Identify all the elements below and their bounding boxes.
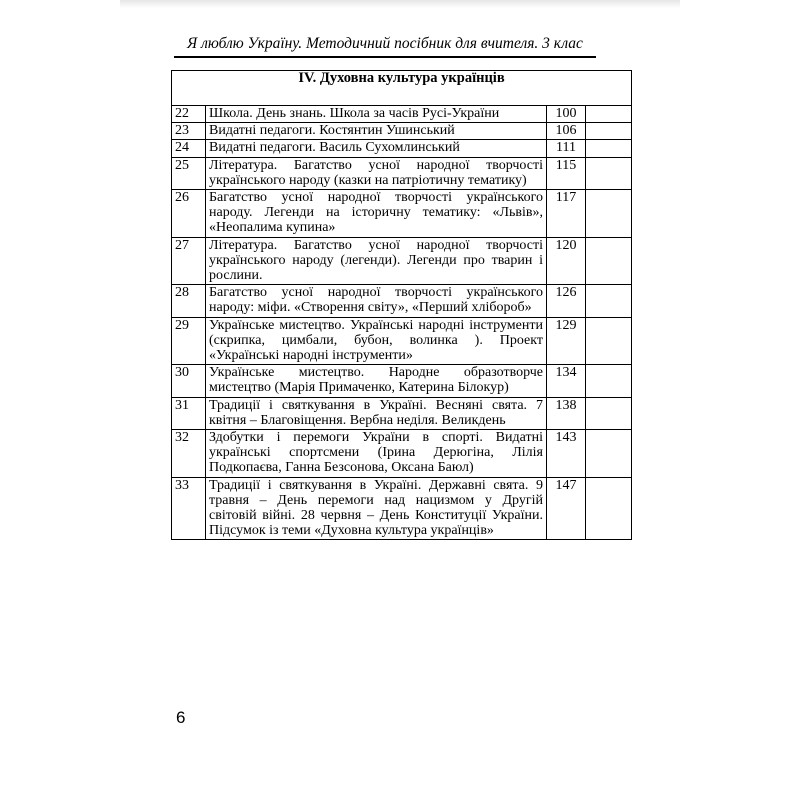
table-row — [172, 106, 632, 123]
notes-cell — [586, 140, 632, 157]
table-row — [172, 237, 632, 285]
notes-cell — [586, 190, 632, 238]
lesson-topic: Українське мистецтво. Народне образотворче мистецтво (Марія Примаченко, Катерина Білокур) — [206, 365, 547, 397]
lesson-topic: Видатні педагоги. Костянтин Ушинський — [206, 123, 547, 140]
lesson-number: 29 — [172, 317, 206, 365]
header-rule — [174, 56, 596, 58]
page-number: 6 — [176, 708, 186, 727]
notes-cell — [586, 123, 632, 140]
notes-cell — [586, 237, 632, 285]
table-row — [172, 477, 632, 540]
lesson-number: 33 — [172, 477, 206, 540]
notes-cell — [586, 157, 632, 189]
lesson-topic: Школа. День знань. Школа за часів Русі-України — [206, 106, 547, 123]
contents-table — [171, 70, 632, 540]
table-row — [172, 365, 632, 397]
lesson-topic: Видатні педагоги. Василь Сухомлинський — [206, 140, 547, 157]
lesson-number: 24 — [172, 140, 206, 157]
lesson-topic: Здобутки і перемоги України в спорті. Видатні українські спортсмени (Ірина Дерюгіна, Лілія Подкопаєва, Ганна Безсонова, Оксана Баюл) — [206, 430, 547, 478]
lesson-number: 25 — [172, 157, 206, 189]
section-title: IV. Духовна культура українців — [172, 71, 632, 106]
lesson-number: 30 — [172, 365, 206, 397]
lesson-topic: Українське мистецтво. Українські народні інструменти (скрипка, цимбали, бубон, волинка ). Проект «Українські народні інструменти» — [206, 317, 547, 365]
lesson-number: 23 — [172, 123, 206, 140]
notes-cell — [586, 365, 632, 397]
lesson-topic: Багатство усної народної творчості українського народу. Легенди на історичну тематику: «Львів», «Неопалима купина» — [206, 190, 547, 238]
lesson-page: 115 — [547, 157, 586, 189]
lesson-page: 147 — [547, 477, 586, 540]
lesson-topic: Література. Багатство усної народної творчості українського народу (казки на патріотичну тематику) — [206, 157, 547, 189]
notes-cell — [586, 285, 632, 317]
lesson-page: 100 — [547, 106, 586, 123]
notes-cell — [586, 317, 632, 365]
lesson-number: 28 — [172, 285, 206, 317]
running-head: Я люблю Україну. Методичний посібник для вчителя. 3 клас — [187, 35, 583, 52]
lesson-number: 26 — [172, 190, 206, 238]
table-row — [172, 430, 632, 478]
lesson-page: 106 — [547, 123, 586, 140]
lesson-page: 129 — [547, 317, 586, 365]
notes-cell — [586, 477, 632, 540]
lesson-number: 22 — [172, 106, 206, 123]
lesson-page: 138 — [547, 397, 586, 429]
lesson-topic: Література. Багатство усної народної творчості українського народу (легенди). Легенди про тварин і рослини. — [206, 237, 547, 285]
table-row — [172, 317, 632, 365]
lesson-page: 120 — [547, 237, 586, 285]
lesson-topic: Традиції і святкування в Україні. Весняні свята. 7 квітня – Благовіщення. Вербна неділя. Великдень — [206, 397, 547, 429]
lesson-number: 27 — [172, 237, 206, 285]
lesson-page: 111 — [547, 140, 586, 157]
lesson-number: 31 — [172, 397, 206, 429]
lesson-page: 143 — [547, 430, 586, 478]
page-edge-shadow — [120, 0, 680, 8]
lesson-page: 134 — [547, 365, 586, 397]
notes-cell — [586, 106, 632, 123]
table-row — [172, 190, 632, 238]
section-header-row — [172, 71, 632, 106]
table-row — [172, 285, 632, 317]
lesson-page: 117 — [547, 190, 586, 238]
notes-cell — [586, 430, 632, 478]
table-row — [172, 397, 632, 429]
notes-cell — [586, 397, 632, 429]
table-row — [172, 140, 632, 157]
lesson-number: 32 — [172, 430, 206, 478]
lesson-topic: Традиції і святкування в Україні. Державні свята. 9 травня – День перемоги над нацизмом у Другій світовій війні. 28 червня – День Конституції України. Підсумок із теми «Духовна культура українців» — [206, 477, 547, 540]
lesson-topic: Багатство усної народної творчості українського народу: міфи. «Створення світу», «Перший хлібороб» — [206, 285, 547, 317]
table-row — [172, 123, 632, 140]
table-row — [172, 157, 632, 189]
lesson-page: 126 — [547, 285, 586, 317]
